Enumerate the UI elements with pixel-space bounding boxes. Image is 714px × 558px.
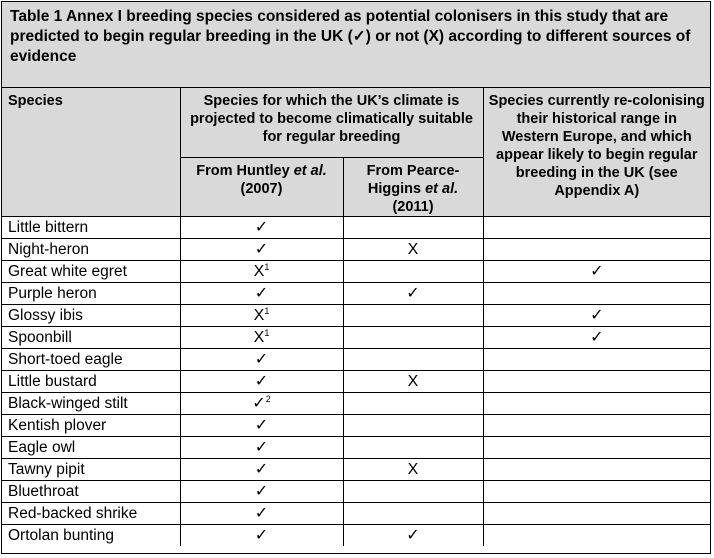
pearce-cell: X	[343, 458, 483, 480]
table-row	[2, 436, 710, 458]
check-mark: ✓	[254, 218, 269, 236]
table-row	[2, 238, 710, 260]
table-row	[2, 304, 710, 326]
header-species: Species	[2, 88, 180, 216]
recolonising-cell	[483, 348, 710, 370]
pearce-cell	[343, 304, 483, 326]
huntley-cell	[180, 326, 343, 348]
table-row	[2, 216, 710, 238]
species-cell: Tawny pipit	[2, 458, 180, 480]
recolonising-cell	[483, 502, 710, 524]
recolonising-cell	[483, 414, 710, 436]
recolonising-cell	[483, 370, 710, 392]
header-pearce-text: From Pearce-Higgins et al. (2011)	[366, 162, 460, 215]
table-row	[2, 392, 710, 414]
pearce-cell	[343, 392, 483, 414]
table-body	[2, 216, 710, 546]
check-mark: ✓	[254, 350, 269, 368]
species-cell: Spoonbill	[2, 326, 180, 348]
table-row	[2, 458, 710, 480]
species-cell: Glossy ibis	[2, 304, 180, 326]
check-mark: ✓	[254, 416, 269, 434]
recolonising-cell: ✓	[483, 304, 710, 326]
check-mark: ✓	[254, 504, 269, 522]
pearce-cell: X	[343, 370, 483, 392]
pearce-cell	[343, 326, 483, 348]
huntley-cell	[180, 524, 343, 546]
species-cell: Purple heron	[2, 282, 180, 304]
footnote-marker: 1	[264, 305, 270, 316]
pearce-cell: X	[343, 238, 483, 260]
recolonising-cell	[483, 458, 710, 480]
recolonising-cell	[483, 282, 710, 304]
check-mark: ✓	[254, 438, 269, 456]
table-row	[2, 282, 710, 304]
species-cell: Great white egret	[2, 260, 180, 282]
pearce-cell	[343, 436, 483, 458]
pearce-cell	[343, 216, 483, 238]
species-cell: Eagle owl	[2, 436, 180, 458]
recolonising-cell	[483, 238, 710, 260]
recolonising-cell	[483, 216, 710, 238]
header-huntley-text: From Huntley et al. (2007)	[196, 162, 327, 197]
header-recolonising: Species currently re-colonising their historical range in Western Europe, and which appear likely to begin regular breeding in the UK (see Appendix A)	[483, 88, 710, 216]
cross-mark: X	[253, 306, 265, 324]
cross-mark: X	[253, 328, 265, 346]
check-mark: ✓	[254, 460, 269, 478]
check-mark: ✓	[254, 372, 269, 390]
header-huntley	[180, 157, 343, 216]
footnote-marker: 1	[264, 327, 270, 338]
cross-mark: X	[253, 262, 265, 280]
species-cell: Little bittern	[2, 216, 180, 238]
huntley-cell	[180, 348, 343, 370]
table-row	[2, 370, 710, 392]
huntley-cell	[180, 216, 343, 238]
huntley-cell	[180, 238, 343, 260]
pearce-cell	[343, 414, 483, 436]
species-cell: Kentish plover	[2, 414, 180, 436]
species-cell: Short-toed eagle	[2, 348, 180, 370]
recolonising-cell	[483, 392, 710, 414]
huntley-cell	[180, 502, 343, 524]
table-row	[2, 326, 710, 348]
huntley-cell	[180, 282, 343, 304]
pearce-cell	[343, 502, 483, 524]
check-mark: ✓	[252, 394, 266, 412]
species-table	[2, 88, 710, 546]
header-pearce	[343, 157, 483, 216]
recolonising-cell	[483, 480, 710, 502]
species-cell: Night-heron	[2, 238, 180, 260]
recolonising-cell	[483, 524, 710, 546]
check-mark: ✓	[254, 240, 269, 258]
check-mark: ✓	[254, 482, 269, 500]
huntley-cell	[180, 480, 343, 502]
table-row	[2, 524, 710, 546]
huntley-cell	[180, 304, 343, 326]
table-row	[2, 348, 710, 370]
table-row	[2, 480, 710, 502]
check-mark: ✓	[254, 526, 269, 544]
pearce-cell: ✓	[343, 524, 483, 546]
huntley-cell	[180, 370, 343, 392]
huntley-cell	[180, 414, 343, 436]
huntley-cell	[180, 260, 343, 282]
huntley-cell	[180, 392, 343, 414]
footnote-marker: 2	[265, 393, 271, 404]
huntley-cell	[180, 436, 343, 458]
recolonising-cell	[483, 436, 710, 458]
table-row	[2, 414, 710, 436]
recolonising-cell: ✓	[483, 326, 710, 348]
pearce-cell: ✓	[343, 282, 483, 304]
check-mark: ✓	[254, 284, 269, 302]
pearce-cell	[343, 480, 483, 502]
table-row	[2, 260, 710, 282]
header-climate-group: Species for which the UK’s climate is projected to become climatically suitable for regular breeding	[180, 88, 483, 157]
species-cell: Ortolan bunting	[2, 524, 180, 546]
species-cell: Black-winged stilt	[2, 392, 180, 414]
huntley-cell	[180, 458, 343, 480]
pearce-cell	[343, 260, 483, 282]
pearce-cell	[343, 348, 483, 370]
species-cell: Little bustard	[2, 370, 180, 392]
table-row	[2, 502, 710, 524]
table-caption: Table 1 Annex I breeding species considered as potential colonisers in this study that are predicted to begin regular breeding in the UK (✓) or not (X) according to different sources of evidence	[2, 2, 710, 88]
table-container	[1, 1, 711, 554]
species-cell: Bluethroat	[2, 480, 180, 502]
species-cell: Red-backed shrike	[2, 502, 180, 524]
footnote-marker: 1	[264, 261, 270, 272]
recolonising-cell: ✓	[483, 260, 710, 282]
